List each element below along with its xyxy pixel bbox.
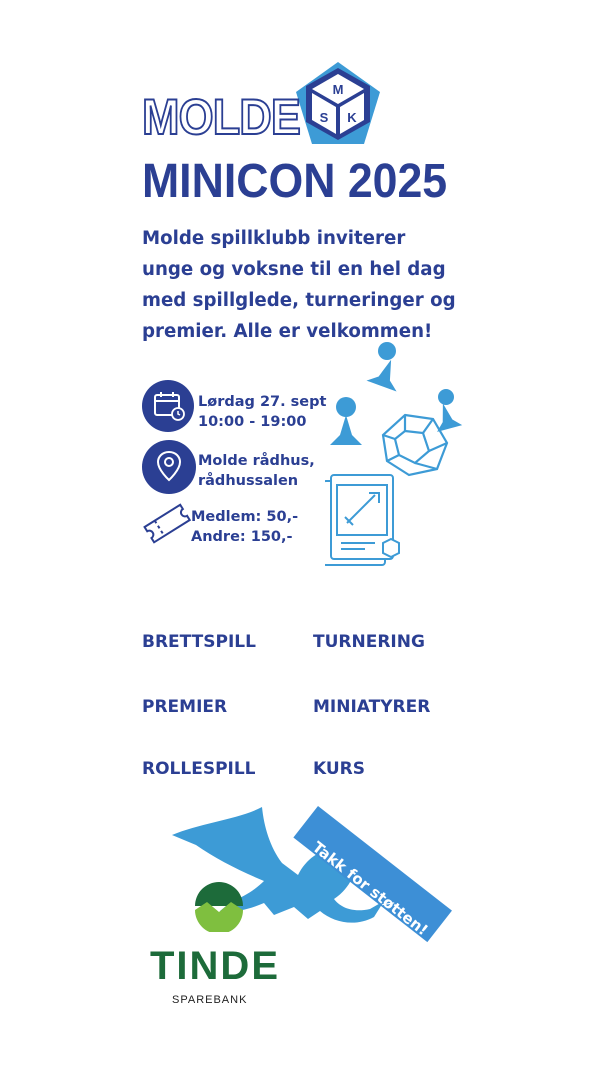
title-minicon: MINICON 2025 [142,155,448,208]
price-other: Andre: 150,- [191,529,293,545]
price-text [191,507,298,547]
game-illustration [325,335,490,575]
pawn-icon [430,389,462,432]
logo-letter-m: M [332,82,344,97]
sponsor-sub: SPAREBANK [172,994,248,1006]
logo-letter-s: S [319,110,329,125]
game-card-icon [325,475,399,565]
time-line: 10:00 - 19:00 [198,414,307,430]
d12-dice-icon [383,415,447,475]
date-text [198,392,326,432]
msk-logo [290,58,386,150]
price-member: Medlem: 50,- [191,509,299,525]
title-molde: MOLDE [142,89,300,145]
place-line: Molde rådhus, [198,453,315,469]
location-pin-icon [142,440,196,494]
category-kurs: KURS [313,759,366,779]
place-text [198,451,315,491]
logo-letter-k: K [347,110,357,125]
category-rollespill: ROLLESPILL [142,759,256,779]
category-premier: PREMIER [142,697,228,717]
ticket-icon [142,500,194,546]
date-line: Lørdag 27. sept [198,394,327,410]
thanks-text: Takk for støtten! [308,838,432,940]
category-miniatyrer: MINIATYRER [313,697,431,717]
category-turnering: TURNERING [313,632,425,652]
calendar-icon [142,380,194,432]
category-brettspill: BRETTSPILL [142,632,256,652]
place-room: rådhussalen [198,473,299,489]
intro-text: Molde spillklubb inviterer unge og voksne til en hel dag med spillglede, turneringer og premier. Alle er velkommen! [142,228,456,342]
pawn-icon [330,397,362,445]
sponsor-name: TINDE [150,944,280,988]
tinde-logo [193,880,245,932]
pawn-icon [366,342,406,392]
